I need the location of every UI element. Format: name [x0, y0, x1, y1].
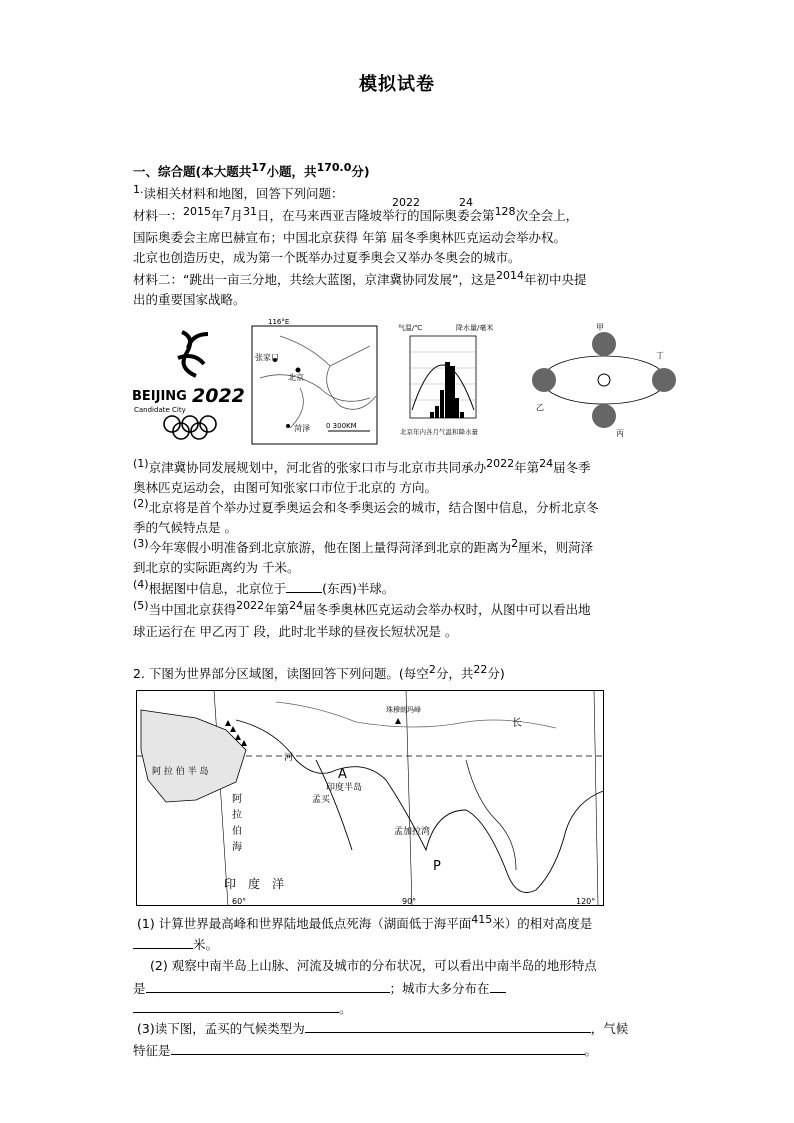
- q1-s3-line2: 到北京的实际距离约为 千米。: [133, 560, 300, 575]
- q2-s2-text: 观察中南半岛上山脉、河流及城市的分布状况，可以看出中南半岛的地形特点: [171, 958, 597, 973]
- world-region-map: [136, 690, 604, 906]
- q1-s3-cm: 2: [511, 537, 519, 550]
- q2-intro-line: [133, 663, 505, 683]
- q1-s5-year: 2022: [236, 599, 265, 612]
- orbit-bing: 丙: [616, 429, 624, 438]
- q1-s2-line2: 季的气候特点是 。: [133, 520, 237, 535]
- m2-text2: 年初中央提: [523, 272, 587, 287]
- map-arabian-sea-3: 伯: [232, 826, 242, 837]
- map-mumbai: 孟买: [312, 795, 331, 805]
- q1-s1-text2: 届冬季: [553, 460, 591, 475]
- q2-s1-line2: [133, 936, 218, 953]
- q1-s3-text: 今年寒假小明准备到北京旅游，他在图上量得菏泽到北京的距离为: [148, 540, 512, 555]
- climate-left-axis: 气温/℃: [398, 324, 423, 332]
- q2-intro2: 分，共: [435, 666, 474, 681]
- q1-s5-num: (5): [133, 599, 149, 612]
- map-arabian-sea: 阿: [232, 794, 242, 805]
- q2-intro3: 分): [487, 666, 505, 681]
- q1-s5-line1: [133, 599, 591, 619]
- q2-s2-shi: 是: [133, 981, 146, 996]
- map-bay-of-bengal: 孟加拉湾: [394, 827, 431, 837]
- section-count: 17: [251, 161, 267, 174]
- precip-bars: [430, 362, 464, 418]
- map-arab-peninsula: 阿 拉 伯 半 岛: [152, 767, 209, 777]
- m2-line2: 出的重要国家战略。: [133, 292, 246, 307]
- map-lon-90: 90°: [402, 897, 417, 906]
- section-heading-d: 分): [351, 164, 370, 179]
- section-heading-b: (本大题共: [195, 164, 252, 179]
- q1-s4-blank[interactable]: [286, 580, 322, 593]
- q1-s1-line1: [133, 457, 591, 477]
- q2-s2-text2: ；城市大多分布在: [389, 981, 490, 996]
- q1-s5-text2: 届冬季奥林匹克运动会举办权时，从图中可以看出地: [303, 602, 591, 617]
- q2-s1-num: (1): [137, 916, 155, 931]
- map-city-beijing: 北京: [288, 373, 304, 382]
- map-lon-label: 116°E: [268, 318, 290, 326]
- q2-intro: 下图为世界部分区域图，读图回答下列问题。(每空: [148, 666, 429, 681]
- map-everest: 珠穆朗玛峰: [386, 706, 421, 714]
- earth-orbit-diagram: [532, 323, 676, 438]
- map-city-zhangjiakou: 张家口: [255, 353, 279, 362]
- map-a-mark: A: [338, 767, 347, 782]
- m1-sup-year: 2022: [392, 196, 420, 209]
- section-heading: [133, 161, 370, 181]
- q2-s3-num: (3): [137, 1021, 155, 1036]
- map-lon-60: 60°: [232, 897, 247, 906]
- m1-day: 31: [243, 205, 258, 218]
- q2-s3-blank2[interactable]: [171, 1042, 585, 1055]
- q2-s2-line2: [133, 980, 506, 997]
- section-points: 170.0: [316, 161, 352, 174]
- orbit-jia: 甲: [596, 323, 604, 332]
- map-chang-label: 长: [512, 718, 522, 729]
- m2-line1: [133, 269, 587, 289]
- q2-s2-line3: [133, 1000, 352, 1017]
- section-heading-c: 小题，共: [266, 164, 317, 179]
- q2-s3-end: 。: [584, 1043, 598, 1058]
- q2-s1-blank[interactable]: [133, 936, 193, 949]
- q1-s1-text: 京津冀协同发展规划中，河北省的张家口市与北京市共同承办: [148, 460, 487, 475]
- map-river-label: 河: [284, 753, 294, 763]
- section-heading-a: 一、综合题: [133, 164, 196, 179]
- map-indian-ocean: 印 度 洋: [224, 877, 285, 891]
- m1-line2: 国际奥委会主席巴赫宣布；中国北京获得 年第 届冬季奥林匹克运动会举办权。: [133, 230, 566, 245]
- q1-s1-year: 2022: [486, 457, 515, 470]
- m1-yue: 月: [230, 208, 244, 223]
- q2-s3-line1: [137, 1020, 628, 1037]
- q1-s3-text2: 厘米，则菏泽: [518, 540, 594, 555]
- q1-s1-nian: 年第: [514, 460, 540, 475]
- q2-s1-unit: 米。: [193, 937, 219, 952]
- q2-s3-text2: ，气候: [590, 1021, 629, 1036]
- q2-s3-line2: [133, 1042, 597, 1059]
- m1-session: 128: [494, 205, 516, 218]
- q2-s2-end: 。: [339, 1001, 352, 1016]
- m1-text: 日，在马来西亚吉隆坡举行的国际奥委会第: [257, 208, 495, 223]
- q2-total: 22: [473, 663, 488, 676]
- q2-s1-text: 计算世界最高峰和世界陆地最低点死海（湖面低于海平面: [158, 916, 472, 931]
- q1-s5-text: 当中国北京获得: [148, 602, 237, 617]
- q1-s5-line2: 球正运行在 甲乙丙丁 段，此时北半球的昼夜长短状况是 。: [133, 624, 458, 639]
- q2-s3-text: 读下图，孟买的气候类型为: [154, 1021, 305, 1036]
- q1-s1-num: (1): [133, 457, 149, 470]
- q1-s5-nian: 年第: [264, 602, 290, 617]
- m1-nian: 年: [211, 208, 224, 223]
- q1-s1-no: 24: [539, 457, 554, 470]
- map-scale: 0 300KM: [326, 422, 357, 430]
- q2-per: 2: [428, 663, 436, 676]
- q1-intro-line: [133, 183, 344, 203]
- q2-s1-value: 415: [471, 913, 493, 926]
- logo-2022: 2022: [192, 385, 245, 407]
- q1-s2-line1: [133, 497, 599, 517]
- q2-s1-line1: [137, 913, 593, 933]
- q1-s2-text: 北京将是首个举办过夏季奥运会和冬季奥运会的城市，结合图中信息，分析北京冬: [148, 500, 599, 515]
- climate-caption: 北京年内各月气温和降水量: [400, 428, 478, 436]
- orbit-yi: 乙: [536, 403, 544, 412]
- q2-s2-blank2[interactable]: [490, 980, 506, 993]
- q2-s3-text3: 特征是: [133, 1043, 171, 1058]
- q1-s4-text: 根据图中信息，北京位于: [148, 581, 287, 596]
- m1-line3: 北京也创造历史，成为第一个既举办过夏季奥会又举办冬奥会的城市。: [133, 250, 521, 265]
- q1-s4-num: (4): [133, 578, 149, 591]
- m1-month: 7: [223, 205, 231, 218]
- m2-year: 2014: [495, 269, 524, 282]
- q1-intro: 读相关材料和地图，回答下列问题：: [143, 186, 344, 201]
- q1-s5-no: 24: [289, 599, 304, 612]
- logo-candidate: Candidate City: [134, 406, 186, 414]
- q1-material1-line1: [133, 205, 579, 225]
- q2-s3-blank1[interactable]: [305, 1020, 591, 1033]
- map-lon-120: 120°: [576, 897, 596, 906]
- q1-s2-num: (2): [133, 497, 149, 510]
- map-indian-peninsula: 印度半岛: [326, 783, 363, 793]
- m1-year: 2015: [183, 205, 212, 218]
- climate-right-axis: 降水量/毫米: [456, 324, 494, 332]
- beijing-climate-chart: [398, 323, 493, 436]
- m1-label: 材料一：: [133, 208, 184, 223]
- q2-s1-text2: 米）的相对高度是: [492, 916, 593, 931]
- q2-s2-blank1[interactable]: [146, 980, 390, 993]
- m1-text2: 次全会上，: [515, 208, 579, 223]
- q2-s2-num: (2): [150, 958, 168, 973]
- orbit-ding: 丁: [656, 351, 664, 360]
- map-arabian-sea-4: 海: [232, 842, 242, 853]
- map-city-heze: 菏泽: [294, 424, 310, 433]
- m1-sup-no: 24: [459, 196, 473, 209]
- q1-s3-line1: [133, 537, 594, 557]
- map-arabian-sea-2: 拉: [232, 810, 242, 821]
- q1-s4-option: (东西): [322, 581, 357, 596]
- logo-beijing: BEIJING: [132, 389, 187, 404]
- q1-s4-text2: 半球。: [356, 581, 395, 596]
- map-p-mark: P: [433, 859, 441, 874]
- q2-number: 2.: [133, 666, 145, 681]
- q1-number: 1.: [133, 183, 144, 196]
- q1-figures: [130, 318, 680, 448]
- q1-s1-line2: 奥林匹克运动会，由图可知张家口市位于北京的 方向。: [133, 480, 437, 495]
- olympic-rings: [164, 416, 216, 439]
- q1-s3-num: (3): [133, 537, 149, 550]
- beijing-2022-logo: [132, 332, 245, 439]
- q2-s2-line1: [150, 958, 597, 974]
- page-title: 模拟试卷: [359, 74, 435, 95]
- jingjinji-map: [252, 318, 377, 444]
- m2-text: 材料二：“跳出一亩三分地，共绘大蓝图，京津冀协同发展”，这是: [133, 272, 496, 287]
- q1-s4-line: [133, 580, 394, 598]
- q2-s2-blank3[interactable]: [133, 1000, 339, 1013]
